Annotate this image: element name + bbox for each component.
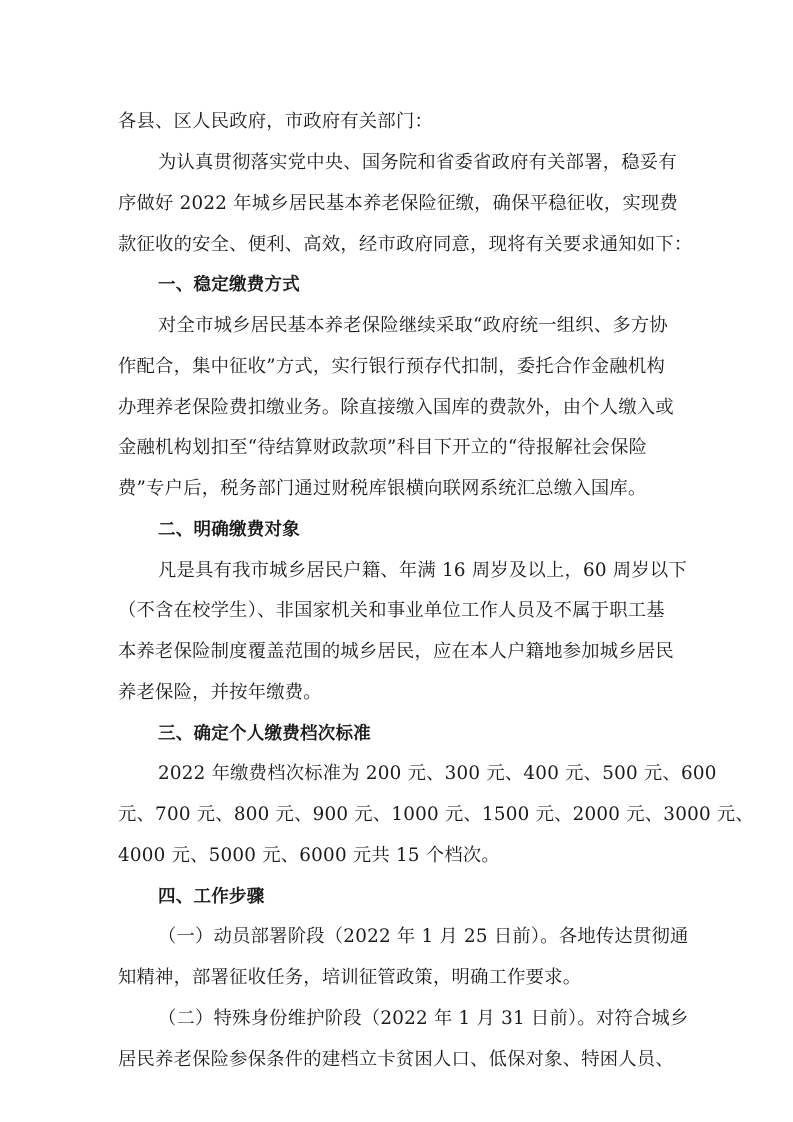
section-1-paragraph-line: 金融机构划扣至“待结算财政款项”科目下开立的“待报解社会保险 (118, 437, 648, 458)
section-2-paragraph-line: 本养老保险制度覆盖范围的城乡居民，应在本人户籍地参加城乡居民 (118, 641, 674, 662)
section-heading-1: 一、稳定缴费方式 (158, 275, 300, 295)
section-4-paragraph-line: （一）动员部署阶段（2022 年 1 月 25 日前）。各地传达贯彻通 (158, 926, 689, 947)
intro-paragraph-line: 为认真贯彻落实党中央、国务院和省委省政府有关部署，稳妥有 (158, 152, 677, 173)
section-heading-3: 三、确定个人缴费档次标准 (158, 724, 371, 744)
section-1-paragraph-line: 作配合，集中征收”方式，实行银行预存代扣制，委托合作金融机构 (118, 356, 666, 377)
section-4-paragraph-line: （二）特殊身份维护阶段（2022 年 1 月 31 日前）。对符合城乡 (158, 1008, 689, 1029)
section-2-paragraph-line: 凡是具有我市城乡居民户籍、年满 16 周岁及以上，60 周岁以下 (158, 560, 687, 581)
section-3-paragraph-line: 元、700 元、800 元、900 元、1000 元、1500 元、2000 元、3000 元、 (118, 804, 754, 825)
section-1-paragraph-line: 对全市城乡居民基本养老保险继续采取“政府统一组织、多方协 (158, 315, 668, 336)
section-4-paragraph-line: 居民养老保险参保条件的建档立卡贫困人口、低保对象、特困人员、 (118, 1049, 674, 1070)
section-3-paragraph-line: 4000 元、5000 元、6000 元共 15 个档次。 (118, 845, 500, 866)
intro-paragraph-line: 款征收的安全、便利、高效，经市政府同意，现将有关要求通知如下： (118, 234, 693, 255)
section-1-paragraph-line: 费”专户后，税务部门通过财税库银横向联网系统汇总缴入国库。 (118, 478, 647, 499)
section-2-paragraph-line: 养老保险，并按年缴费。 (118, 682, 322, 703)
salutation: 各县、区人民政府，市政府有关部门： (118, 111, 434, 132)
intro-paragraph-line: 序做好 2022 年城乡居民基本养老保险征缴，确保平稳征收，实现费 (118, 193, 678, 214)
section-2-paragraph-line: （不含在校学生）、非国家机关和事业单位工作人员及不属于职工基 (118, 600, 665, 621)
section-heading-2: 二、明确缴费对象 (158, 520, 300, 540)
section-4-paragraph-line: 知精神，部署征收任务，培训征管政策，明确工作要求。 (118, 967, 582, 988)
section-3-paragraph-line: 2022 年缴费档次标准为 200 元、300 元、400 元、500 元、600 (158, 763, 717, 784)
section-heading-4: 四、工作步骤 (158, 887, 265, 907)
section-1-paragraph-line: 办理养老保险费扣缴业务。除直接缴入国库的费款外，由个人缴入或 (118, 397, 674, 418)
